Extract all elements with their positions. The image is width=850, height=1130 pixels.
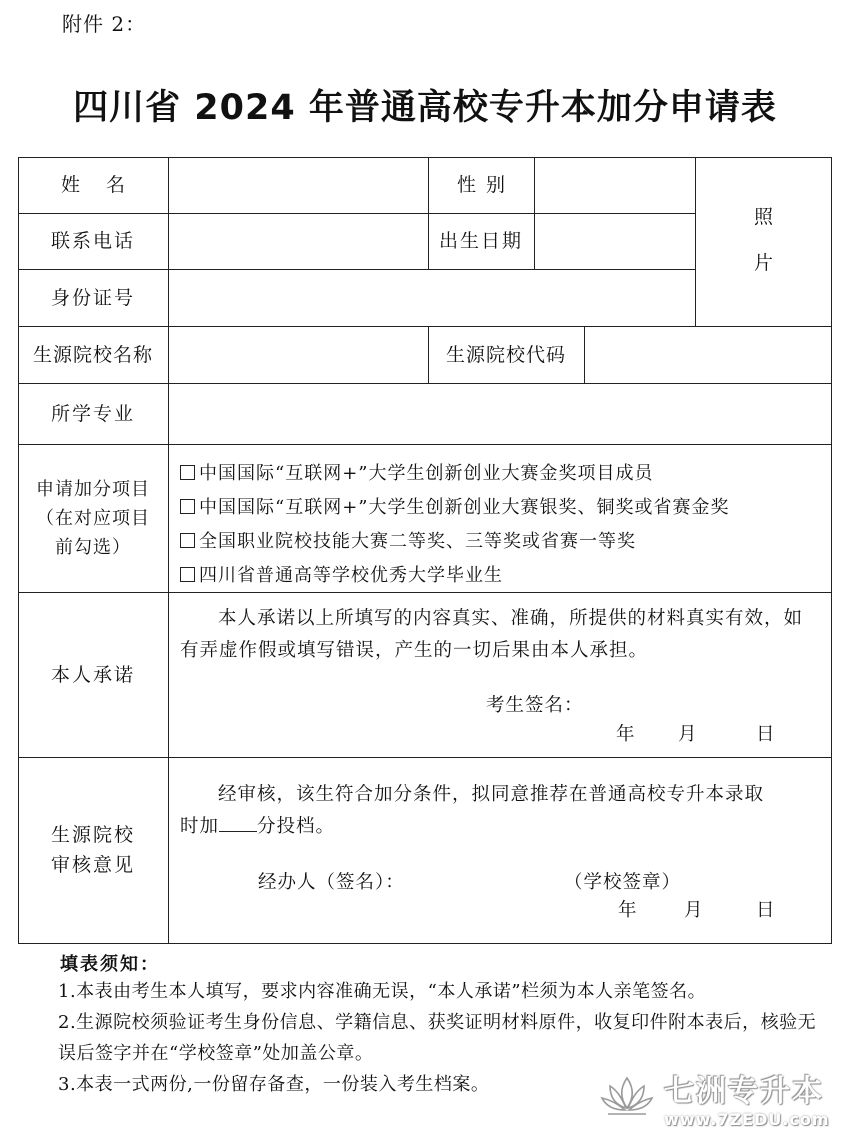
- bonus-option-text: 四川省普通高等学校优秀大学毕业生: [199, 565, 503, 586]
- note-item: 3.本表一式两份,一份留存备查，一份装入考生档案。: [58, 1074, 490, 1095]
- photo-box[interactable]: [696, 157, 831, 326]
- phone-input[interactable]: [169, 213, 428, 269]
- watermark-brand: 七洲专升本: [664, 1073, 824, 1109]
- school-code-input[interactable]: [585, 326, 831, 383]
- review-text-line-1: 经审核，该生符合加分条件，拟同意推荐在普通高校专升本录取: [218, 784, 765, 805]
- pledge-signature-label: 考生签名：: [486, 695, 584, 716]
- review-text-suffix: 分投档。: [257, 816, 336, 837]
- review-text-line-2: [180, 811, 335, 843]
- school-name-input[interactable]: [169, 326, 428, 383]
- review-date-day: 日: [756, 900, 776, 921]
- bonus-option-text: 中国国际“互联网+”大学生创新创业大赛金奖项目成员: [199, 463, 654, 484]
- bonus-option[interactable]: [180, 457, 830, 491]
- notes-title: 填表须知：: [60, 954, 160, 975]
- bonus-option[interactable]: [180, 559, 830, 593]
- note-item: 1.本表由考生本人填写，要求内容准确无误，“本人承诺”栏须为本人亲笔签名。: [58, 981, 707, 1002]
- bonus-option[interactable]: [180, 525, 830, 559]
- bonus-option-text: 中国国际“互联网+”大学生创新创业大赛银奖、铜奖或省赛金奖: [199, 497, 730, 518]
- name-label: 姓名: [60, 174, 151, 196]
- review-seal-label: （学校签章）: [564, 872, 682, 893]
- bonus-option-text: 全国职业院校技能大赛二等奖、三等奖或省赛一等奖: [199, 531, 636, 552]
- photo-label-1: 照: [753, 206, 773, 228]
- review-label-line-2: 审核意见: [50, 854, 135, 876]
- major-label: 所学专业: [50, 402, 135, 425]
- review-date-month: 月: [684, 900, 704, 921]
- watermark-url: www.7ZEDU.com: [664, 1109, 830, 1129]
- bonus-label: [18, 444, 168, 592]
- pledge-date-month: 月: [678, 724, 698, 745]
- attachment-label: 附件 2：: [62, 12, 147, 36]
- pledge-date-year: 年: [616, 724, 636, 745]
- pledge-date-day: 日: [756, 724, 776, 745]
- bonus-option[interactable]: [180, 491, 830, 525]
- checkbox[interactable]: [180, 465, 195, 480]
- birth-input[interactable]: [535, 213, 695, 269]
- gender-label: 性别: [456, 174, 515, 196]
- bonus-points-blank[interactable]: [219, 813, 257, 832]
- birth-label: 出生日期: [438, 230, 523, 252]
- school-code-label: 生源院校代码: [445, 343, 566, 366]
- lotus-logo-icon: [598, 1070, 656, 1124]
- review-text-prefix: 时加: [180, 816, 220, 837]
- school-name-label: 生源院校名称: [32, 343, 153, 366]
- name-input[interactable]: [169, 157, 428, 213]
- review-handler-label: 经办人（签名）：: [258, 872, 405, 893]
- review-label: [18, 757, 168, 943]
- review-label-line-1: 生源院校: [50, 824, 135, 846]
- bonus-options: [180, 457, 830, 593]
- photo-label-2: 片: [753, 252, 773, 274]
- pledge-label: 本人承诺: [50, 663, 135, 686]
- review-date-year: 年: [618, 900, 638, 921]
- checkbox[interactable]: [180, 567, 195, 582]
- pledge-text: 本人承诺以上所填写的内容真实、准确，所提供的材料真实有效，如有弄虚作假或填写错误，产生的一切后果由本人承担。: [180, 608, 804, 661]
- watermark: [598, 1066, 848, 1128]
- id-input[interactable]: [169, 269, 695, 326]
- page-title: 四川省 2024 年普通高校专升本加分申请表: [73, 88, 777, 128]
- bonus-label-line-3: 前勾选）: [55, 536, 131, 558]
- id-label: 身份证号: [50, 286, 135, 309]
- application-form: [18, 157, 832, 944]
- table-border: [831, 157, 832, 944]
- table-border: [18, 943, 832, 944]
- checkbox[interactable]: [180, 533, 195, 548]
- major-input[interactable]: [169, 383, 831, 444]
- phone-label: 联系电话: [50, 230, 135, 252]
- bonus-label-line-2: （在对应项目: [36, 507, 150, 529]
- gender-input[interactable]: [535, 157, 695, 213]
- bonus-label-line-1: 申请加分项目: [36, 478, 150, 500]
- checkbox[interactable]: [180, 499, 195, 514]
- note-item: 2.生源院校须验证考生身份信息、学籍信息、获奖证明材料原件，收复印件附本表后，核验无误后签字并在“学校签章”处加盖公章。: [58, 1012, 817, 1064]
